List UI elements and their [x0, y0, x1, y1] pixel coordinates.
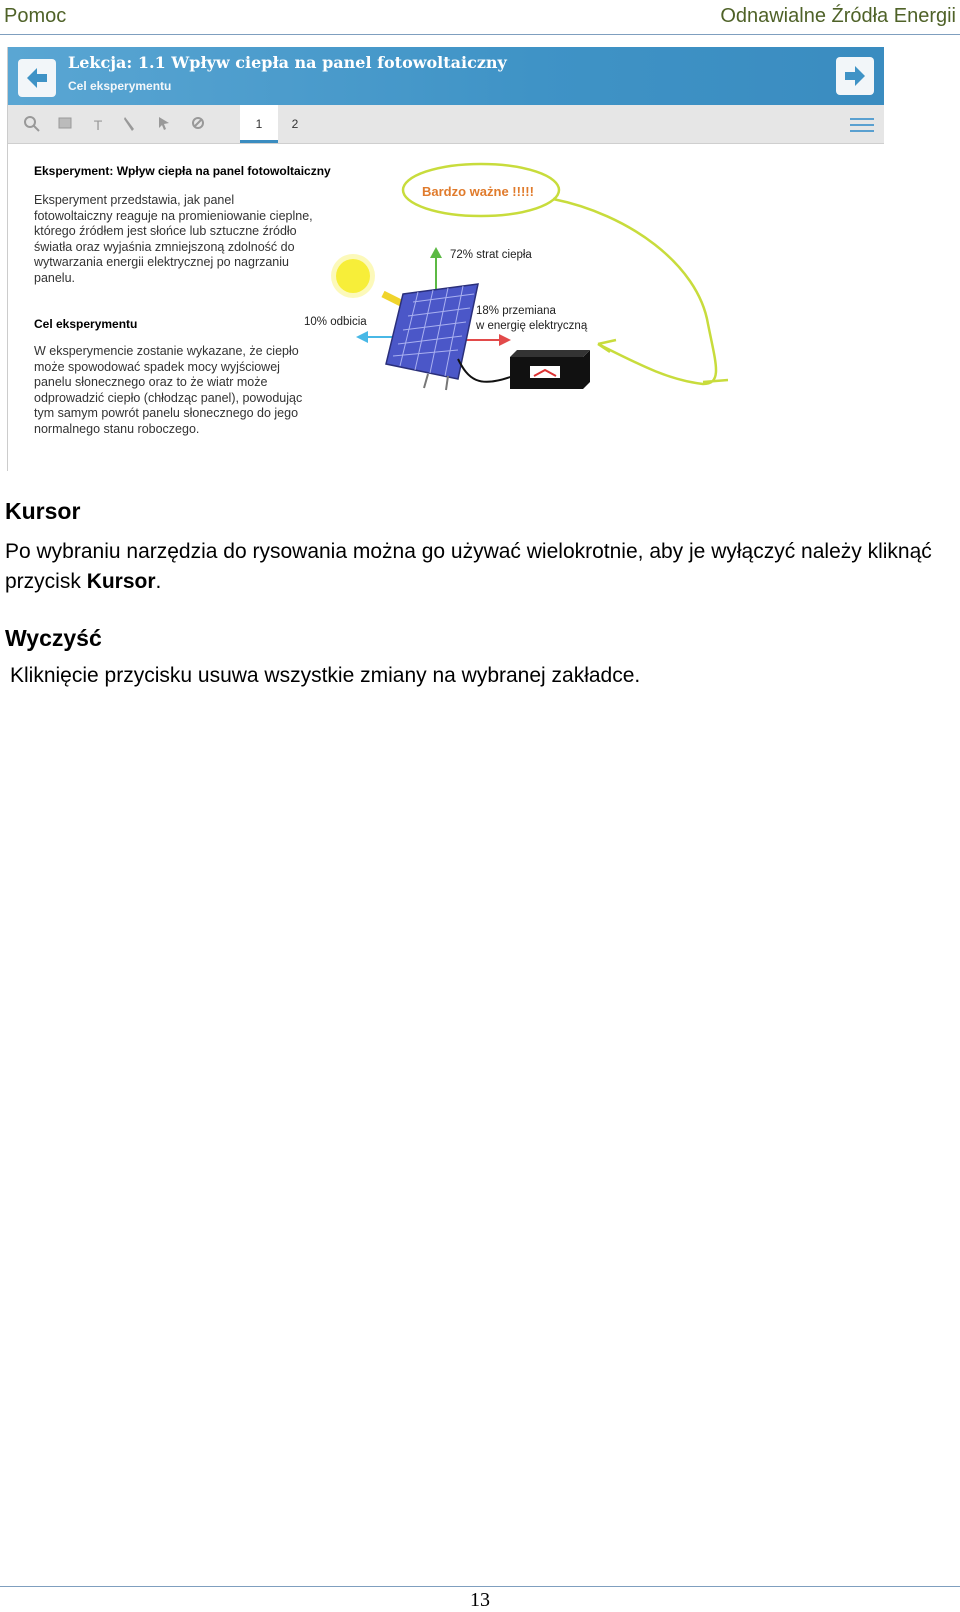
pen-icon[interactable] [120, 115, 140, 135]
eraser-icon[interactable] [188, 115, 208, 135]
kursor-text: Po wybraniu narzędzia do rysowania można go używać wielokrotnie, aby je wyłączyć należy kliknąć przycisk [5, 540, 932, 593]
goal-text: W eksperymencie zostanie wykazane, że ciepło może spowodować spadek mocy wyjściowej panelu słonecznego oraz to że wiatr może odprowadzić ciepło (chłodząc panel), powodując tym samym powrót panelu słonecznego do jego normalnego stanu roboczego. [34, 344, 303, 436]
page-number: 13 [470, 1589, 490, 1611]
app-screenshot [7, 47, 884, 471]
zoom-icon[interactable] [22, 115, 42, 135]
cursor-icon[interactable] [154, 115, 174, 135]
text-tool-icon[interactable]: T [93, 117, 103, 133]
next-button[interactable] [836, 57, 874, 95]
lesson-title-bar [8, 47, 884, 105]
conversion-label-1: 18% przemiana [476, 305, 556, 317]
experiment-text: Eksperyment przedstawia, jak panel fotowoltaiczny reaguje na promieniowanie cieplne, którego źródłem jest słońce lub sztuczne źródło światła oraz wyjaśnia zmniejszoną zdolność do wytwarzania energii elektrycznej po nagrzaniu panelu. [34, 193, 313, 285]
experiment-title: Eksperyment: Wpływ ciepła na panel fotowoltaiczny [34, 164, 331, 178]
kursor-paragraph [5, 537, 955, 597]
wyczysc-heading: Wyczyść [5, 625, 102, 651]
conversion-label-2: w energię elektryczną [476, 320, 588, 332]
rectangle-icon[interactable] [55, 115, 75, 135]
header-left-title: Pomoc [4, 5, 67, 27]
wyczysc-paragraph: Kliknięcie przycisku usuwa wszystkie zmiany na wybranej zakładce. [10, 664, 641, 687]
arrow-right-icon [841, 62, 869, 90]
kursor-heading: Kursor [5, 498, 81, 524]
voltmeter-icon [510, 350, 590, 389]
lesson-title: Lekcja: 1.1 Wpływ ciepła na panel fotowoltaiczny [68, 53, 507, 72]
reflection-arrow [356, 331, 368, 343]
kursor-end: . [155, 570, 162, 593]
important-annotation: Bardzo ważne !!!!! [422, 184, 534, 199]
page-header [0, 0, 960, 36]
lesson-subtitle: Cel eksperymentu [68, 79, 172, 93]
header-divider [0, 34, 960, 35]
solar-panel-diagram [298, 144, 778, 471]
heat-loss-label: 72% strat ciepła [450, 249, 532, 261]
footer-divider [0, 1586, 960, 1587]
menu-icon[interactable] [850, 115, 874, 140]
previous-button[interactable] [18, 59, 56, 97]
tab-1[interactable]: 1 [240, 105, 278, 143]
kursor-bold: Kursor [86, 570, 156, 593]
drawing-toolbar [8, 105, 884, 144]
reflection-label: 10% odbicia [304, 316, 367, 328]
heat-loss-arrow [430, 247, 442, 258]
conversion-arrow [499, 334, 511, 346]
goal-title: Cel eksperymentu [34, 317, 138, 331]
tab-2[interactable]: 2 [291, 117, 299, 131]
arrow-left-icon [23, 64, 51, 92]
header-right-title: Odnawialne Źródła Energii [720, 5, 956, 27]
lesson-content [8, 144, 884, 471]
